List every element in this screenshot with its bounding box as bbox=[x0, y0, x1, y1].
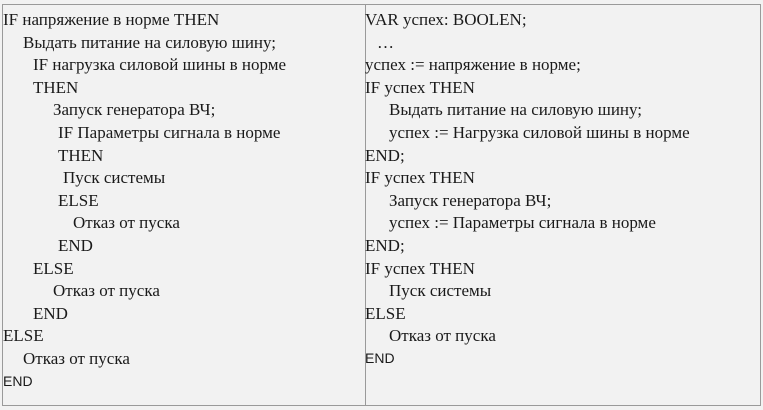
code-line: IF Параметры сигнала в норме bbox=[58, 123, 281, 142]
code-line: ELSE bbox=[33, 258, 74, 278]
code-line: ELSE bbox=[365, 303, 406, 323]
code-line: Отказ от пуска bbox=[73, 213, 180, 233]
code-line: ELSE bbox=[58, 190, 99, 210]
code-line: END; bbox=[365, 236, 405, 255]
code-line: Выдать питание на силовую шину; bbox=[389, 100, 643, 120]
code-line: IF успех THEN bbox=[365, 168, 475, 188]
code-line: IF успех THEN bbox=[365, 77, 475, 97]
code-line: ELSE bbox=[3, 326, 44, 346]
code-line: Отказ от пуска bbox=[53, 281, 160, 301]
code-line: … bbox=[377, 32, 394, 52]
code-line: IF успех THEN bbox=[365, 258, 475, 278]
code-line: VAR успех: BOOLEN; bbox=[365, 10, 527, 29]
code-line: Запуск генератора ВЧ; bbox=[53, 100, 216, 120]
code-comparison-table bbox=[2, 4, 761, 406]
code-line: IF напряжение в норме THEN bbox=[3, 10, 220, 29]
code-line: успех := Параметры сигнала в норме bbox=[389, 213, 656, 233]
code-line: END bbox=[365, 350, 395, 366]
code-line: THEN bbox=[33, 77, 79, 97]
code-line: IF нагрузка силовой шины в норме bbox=[33, 55, 287, 75]
code-line: END; bbox=[365, 145, 405, 165]
code-line: END bbox=[58, 236, 93, 255]
code-line: END bbox=[3, 372, 33, 389]
code-line: END bbox=[33, 303, 68, 323]
code-line: Пуск системы bbox=[389, 281, 492, 301]
code-line: успех := напряжение в норме; bbox=[365, 55, 581, 75]
code-line: Отказ от пуска bbox=[389, 326, 496, 346]
code-line: Выдать питание на силовую шину; bbox=[23, 32, 277, 52]
code-line: Отказ от пуска bbox=[23, 349, 130, 368]
code-line: Запуск генератора ВЧ; bbox=[389, 190, 552, 210]
code-line: Пуск системы bbox=[63, 168, 166, 188]
code-line: THEN bbox=[58, 145, 104, 165]
code-line: успех := Нагрузка силовой шины в норме bbox=[389, 123, 690, 142]
